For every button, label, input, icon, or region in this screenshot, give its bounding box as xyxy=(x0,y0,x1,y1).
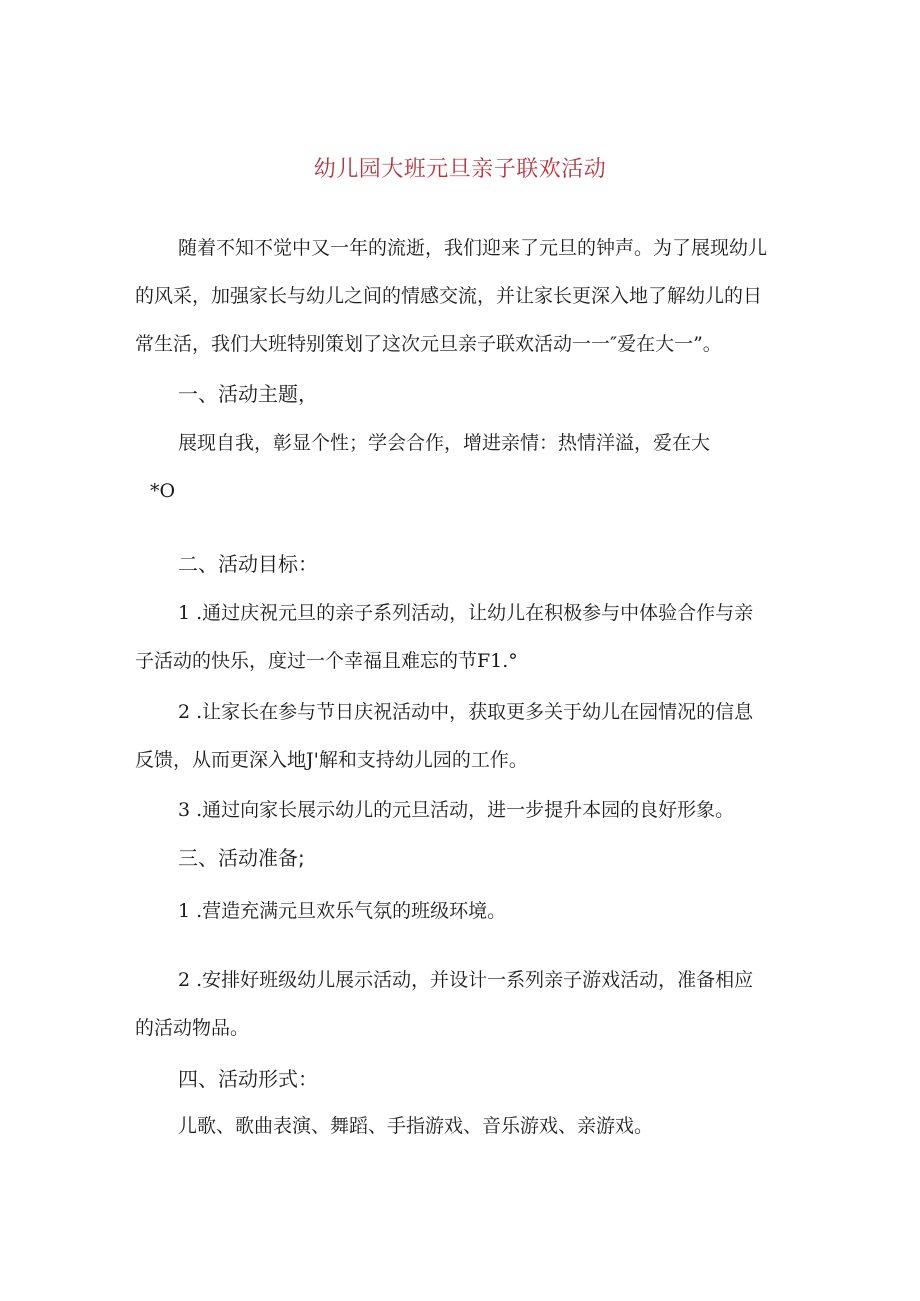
section-2-item-1-line-1: 1 .通过庆祝元旦的亲子系列活动，让幼儿在积极参与中体验合作与亲 xyxy=(178,602,754,624)
section-2-item-2-line-2: 反馈，从而更深入地J'解和支持幼儿园的工作。 xyxy=(135,749,528,771)
section-4-heading: 四、活动形式： xyxy=(178,1067,318,1091)
section-2-heading: 二、活动目标： xyxy=(178,552,318,576)
intro-line-2: 的风采，加强家长与幼儿之间的情感交流，并让家长更深入地了解幼儿的日 xyxy=(135,285,763,307)
section-2-item-2-line-1: 2 .让家长在参与节日庆祝活动中，获取更多关于幼儿在园情况的信息 xyxy=(178,701,754,723)
section-1-heading: 一、活动主题， xyxy=(178,382,318,406)
document-title: 幼儿园大班元旦亲子联欢活动 xyxy=(313,157,607,182)
section-3-item-1-line-1: 1 .营造充满元旦欢乐气氛的班级环境。 xyxy=(178,900,507,922)
intro-line-1: 随着不知不觉中又一年的流逝，我们迎来了元旦的钟声。为了展现幼儿 xyxy=(178,237,768,259)
section-2-item-1-line-2: 子活动的快乐，度过一个幸福且难忘的节F1.° xyxy=(135,650,518,672)
section-4-line-1: 儿歌、歌曲表演、舞蹈、手指游戏、音乐游戏、亲游戏。 xyxy=(178,1115,654,1137)
section-3-item-2-line-1: 2 .安排好班级幼儿展示活动，并设计一系列亲子游戏活动，准备相应 xyxy=(178,969,754,991)
section-3-heading: 三、活动准备; xyxy=(178,846,305,870)
section-3-item-2-line-2: 的活动物品。 xyxy=(135,1017,250,1039)
section-1-line-2: *O xyxy=(150,480,176,502)
intro-line-3: 常生活，我们大班特别策划了这次元旦亲子联欢活动一一″爱在大一”。 xyxy=(135,333,722,355)
section-1-line-1: 展现自我，彰显个性；学会合作，增进亲情：热情洋溢，爱在大 xyxy=(178,432,711,454)
section-2-item-3-line-1: 3 .通过向家长展示幼儿的元旦活动，进一步提升本园的良好形象。 xyxy=(178,799,735,821)
